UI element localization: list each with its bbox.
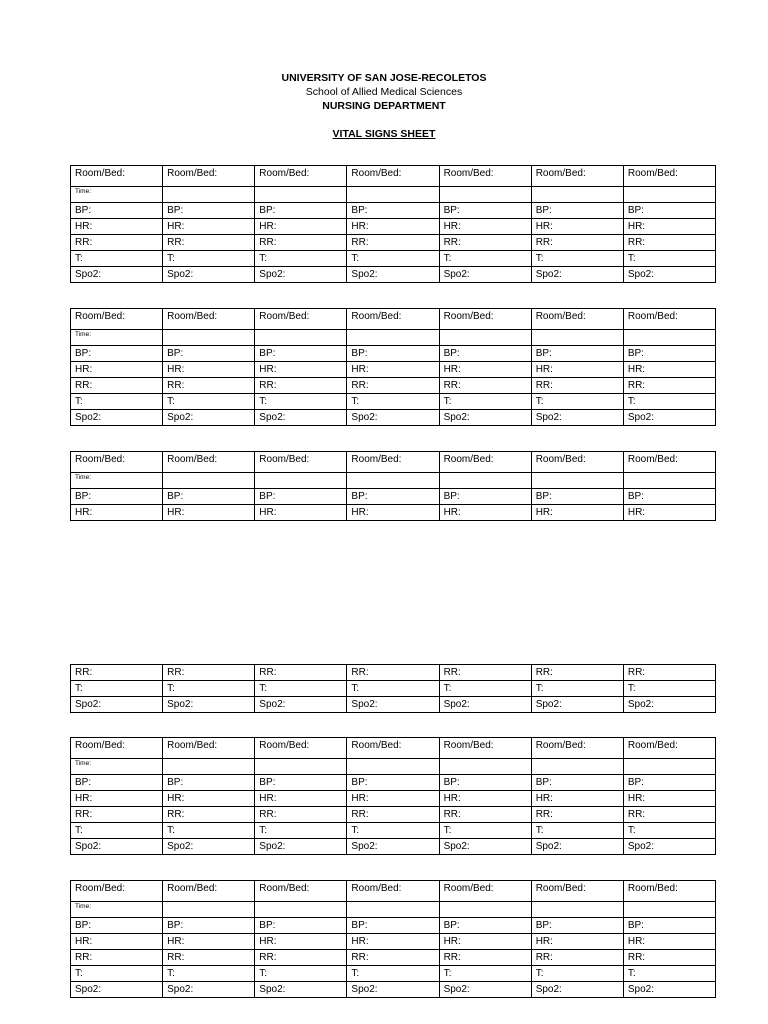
row-spo2	[71, 267, 716, 283]
row-t	[71, 823, 716, 839]
cell-hr: HR:	[71, 934, 163, 950]
cell-rr: RR:	[163, 378, 255, 394]
row-bp	[71, 489, 716, 505]
cell-spo2: Spo2:	[531, 982, 623, 998]
cell-time: Time:	[71, 473, 163, 489]
cell-rr: RR:	[163, 665, 255, 681]
cell-spo2: Spo2:	[347, 267, 439, 283]
cell-spo2: Spo2:	[439, 982, 531, 998]
row-t	[71, 394, 716, 410]
cell-time	[623, 473, 715, 489]
cell-spo2: Spo2:	[347, 697, 439, 713]
cell-t: T:	[623, 823, 715, 839]
school-name: School of Allied Medical Sciences	[305, 86, 463, 98]
cell-bp: BP:	[163, 775, 255, 791]
row-hr	[71, 505, 716, 521]
cell-bp: BP:	[347, 346, 439, 362]
cell-t: T:	[439, 966, 531, 982]
cell-room-bed: Room/Bed:	[439, 452, 531, 473]
cell-rr: RR:	[531, 665, 623, 681]
cell-t: T:	[531, 681, 623, 697]
cell-time	[255, 473, 347, 489]
cell-hr: HR:	[347, 505, 439, 521]
cell-rr: RR:	[71, 950, 163, 966]
cell-rr: RR:	[347, 235, 439, 251]
cell-t: T:	[439, 681, 531, 697]
cell-t: T:	[439, 823, 531, 839]
department-name: NURSING DEPARTMENT	[322, 100, 446, 112]
cell-time	[163, 902, 255, 918]
cell-t: T:	[531, 251, 623, 267]
cell-time	[531, 187, 623, 203]
vital-signs-table	[70, 664, 716, 713]
row-hr	[71, 219, 716, 235]
cell-t: T:	[255, 681, 347, 697]
cell-spo2: Spo2:	[531, 839, 623, 855]
cell-hr: HR:	[439, 362, 531, 378]
cell-t: T:	[439, 394, 531, 410]
cell-room-bed: Room/Bed:	[439, 881, 531, 902]
cell-bp: BP:	[347, 918, 439, 934]
cell-t: T:	[71, 394, 163, 410]
cell-rr: RR:	[163, 950, 255, 966]
cell-rr: RR:	[439, 807, 531, 823]
cell-time	[163, 187, 255, 203]
cell-t: T:	[623, 394, 715, 410]
cell-room-bed: Room/Bed:	[623, 309, 715, 330]
cell-time	[623, 902, 715, 918]
cell-room-bed: Room/Bed:	[623, 738, 715, 759]
cell-room-bed: Room/Bed:	[439, 738, 531, 759]
cell-bp: BP:	[531, 203, 623, 219]
cell-spo2: Spo2:	[531, 410, 623, 426]
cell-t: T:	[71, 681, 163, 697]
cell-rr: RR:	[623, 665, 715, 681]
cell-t: T:	[531, 823, 623, 839]
row-rr	[71, 665, 716, 681]
cell-time	[347, 473, 439, 489]
cell-rr: RR:	[255, 378, 347, 394]
vital-signs-table	[70, 737, 716, 855]
cell-bp: BP:	[255, 489, 347, 505]
cell-t: T:	[71, 251, 163, 267]
cell-spo2: Spo2:	[347, 410, 439, 426]
cell-spo2: Spo2:	[439, 697, 531, 713]
cell-hr: HR:	[531, 934, 623, 950]
cell-time: Time:	[71, 759, 163, 775]
cell-time	[347, 759, 439, 775]
row-rr	[71, 807, 716, 823]
cell-hr: HR:	[255, 362, 347, 378]
cell-room-bed: Room/Bed:	[71, 881, 163, 902]
cell-time	[255, 330, 347, 346]
cell-rr: RR:	[623, 950, 715, 966]
cell-time	[531, 902, 623, 918]
cell-t: T:	[347, 251, 439, 267]
cell-spo2: Spo2:	[163, 697, 255, 713]
cell-bp: BP:	[531, 346, 623, 362]
row-t	[71, 251, 716, 267]
cell-bp: BP:	[623, 203, 715, 219]
cell-hr: HR:	[623, 505, 715, 521]
cell-rr: RR:	[623, 807, 715, 823]
cell-time	[347, 187, 439, 203]
row-room-bed	[71, 166, 716, 187]
cell-t: T:	[255, 251, 347, 267]
cell-time	[347, 902, 439, 918]
cell-hr: HR:	[439, 934, 531, 950]
cell-t: T:	[623, 681, 715, 697]
cell-hr: HR:	[255, 934, 347, 950]
cell-spo2: Spo2:	[255, 839, 347, 855]
cell-hr: HR:	[163, 362, 255, 378]
cell-bp: BP:	[71, 346, 163, 362]
cell-t: T:	[531, 966, 623, 982]
cell-rr: RR:	[71, 807, 163, 823]
cell-bp: BP:	[347, 203, 439, 219]
cell-room-bed: Room/Bed:	[71, 166, 163, 187]
cell-hr: HR:	[71, 505, 163, 521]
cell-bp: BP:	[623, 489, 715, 505]
cell-spo2: Spo2:	[255, 697, 347, 713]
cell-hr: HR:	[623, 934, 715, 950]
cell-time	[163, 330, 255, 346]
cell-bp: BP:	[439, 918, 531, 934]
cell-rr: RR:	[531, 950, 623, 966]
cell-t: T:	[623, 251, 715, 267]
cell-spo2: Spo2:	[71, 267, 163, 283]
cell-time	[163, 759, 255, 775]
cell-hr: HR:	[163, 791, 255, 807]
cell-hr: HR:	[71, 791, 163, 807]
cell-time	[255, 902, 347, 918]
cell-spo2: Spo2:	[439, 267, 531, 283]
document-header	[0, 71, 768, 141]
cell-room-bed: Room/Bed:	[347, 309, 439, 330]
cell-bp: BP:	[347, 489, 439, 505]
cell-rr: RR:	[623, 378, 715, 394]
cell-spo2: Spo2:	[71, 839, 163, 855]
cell-t: T:	[347, 394, 439, 410]
cell-bp: BP:	[255, 918, 347, 934]
cell-time	[439, 187, 531, 203]
cell-bp: BP:	[531, 775, 623, 791]
row-bp	[71, 775, 716, 791]
cell-time	[255, 187, 347, 203]
cell-hr: HR:	[531, 219, 623, 235]
cell-bp: BP:	[531, 489, 623, 505]
cell-rr: RR:	[255, 235, 347, 251]
row-time	[71, 330, 716, 346]
cell-hr: HR:	[347, 791, 439, 807]
cell-bp: BP:	[163, 203, 255, 219]
cell-time: Time:	[71, 187, 163, 203]
cell-room-bed: Room/Bed:	[255, 452, 347, 473]
cell-hr: HR:	[439, 791, 531, 807]
cell-t: T:	[163, 823, 255, 839]
cell-rr: RR:	[347, 950, 439, 966]
cell-time	[439, 473, 531, 489]
cell-spo2: Spo2:	[71, 410, 163, 426]
cell-hr: HR:	[347, 362, 439, 378]
row-hr	[71, 934, 716, 950]
row-bp	[71, 346, 716, 362]
cell-t: T:	[623, 966, 715, 982]
cell-rr: RR:	[347, 807, 439, 823]
cell-room-bed: Room/Bed:	[623, 166, 715, 187]
cell-spo2: Spo2:	[439, 839, 531, 855]
cell-spo2: Spo2:	[71, 982, 163, 998]
cell-rr: RR:	[71, 235, 163, 251]
cell-spo2: Spo2:	[347, 982, 439, 998]
cell-bp: BP:	[71, 489, 163, 505]
vital-signs-table	[70, 165, 716, 283]
cell-time	[439, 330, 531, 346]
cell-t: T:	[71, 966, 163, 982]
cell-spo2: Spo2:	[163, 982, 255, 998]
row-t	[71, 681, 716, 697]
cell-t: T:	[255, 966, 347, 982]
cell-room-bed: Room/Bed:	[255, 166, 347, 187]
cell-room-bed: Room/Bed:	[531, 881, 623, 902]
cell-hr: HR:	[439, 219, 531, 235]
row-rr	[71, 235, 716, 251]
cell-hr: HR:	[623, 791, 715, 807]
cell-bp: BP:	[71, 203, 163, 219]
cell-rr: RR:	[439, 378, 531, 394]
cell-hr: HR:	[623, 362, 715, 378]
cell-rr: RR:	[439, 665, 531, 681]
cell-time	[347, 330, 439, 346]
cell-room-bed: Room/Bed:	[347, 452, 439, 473]
cell-room-bed: Room/Bed:	[531, 309, 623, 330]
cell-time	[623, 187, 715, 203]
cell-bp: BP:	[623, 346, 715, 362]
cell-rr: RR:	[531, 378, 623, 394]
cell-rr: RR:	[255, 807, 347, 823]
cell-bp: BP:	[439, 775, 531, 791]
cell-rr: RR:	[347, 665, 439, 681]
cell-spo2: Spo2:	[623, 697, 715, 713]
cell-room-bed: Room/Bed:	[255, 881, 347, 902]
cell-rr: RR:	[531, 807, 623, 823]
cell-hr: HR:	[163, 505, 255, 521]
cell-room-bed: Room/Bed:	[163, 881, 255, 902]
cell-t: T:	[255, 823, 347, 839]
cell-rr: RR:	[71, 378, 163, 394]
cell-rr: RR:	[255, 665, 347, 681]
cell-spo2: Spo2:	[623, 982, 715, 998]
cell-t: T:	[439, 251, 531, 267]
cell-room-bed: Room/Bed:	[347, 738, 439, 759]
cell-room-bed: Room/Bed:	[623, 452, 715, 473]
cell-hr: HR:	[71, 219, 163, 235]
row-rr	[71, 950, 716, 966]
cell-rr: RR:	[439, 950, 531, 966]
cell-room-bed: Room/Bed:	[71, 452, 163, 473]
cell-hr: HR:	[531, 505, 623, 521]
cell-t: T:	[347, 681, 439, 697]
cell-bp: BP:	[623, 918, 715, 934]
cell-hr: HR:	[163, 219, 255, 235]
vital-signs-table	[70, 308, 716, 426]
cell-time: Time:	[71, 902, 163, 918]
cell-hr: HR:	[439, 505, 531, 521]
cell-bp: BP:	[347, 775, 439, 791]
cell-rr: RR:	[439, 235, 531, 251]
cell-hr: HR:	[347, 219, 439, 235]
cell-spo2: Spo2:	[255, 267, 347, 283]
cell-t: T:	[531, 394, 623, 410]
cell-hr: HR:	[531, 362, 623, 378]
cell-time	[163, 473, 255, 489]
cell-hr: HR:	[255, 219, 347, 235]
cell-time	[531, 759, 623, 775]
cell-room-bed: Room/Bed:	[531, 738, 623, 759]
cell-spo2: Spo2:	[623, 410, 715, 426]
cell-spo2: Spo2:	[255, 410, 347, 426]
cell-time	[255, 759, 347, 775]
cell-t: T:	[71, 823, 163, 839]
row-hr	[71, 791, 716, 807]
cell-room-bed: Room/Bed:	[163, 452, 255, 473]
cell-rr: RR:	[71, 665, 163, 681]
cell-room-bed: Room/Bed:	[623, 881, 715, 902]
cell-time	[439, 759, 531, 775]
row-spo2	[71, 697, 716, 713]
cell-time	[623, 759, 715, 775]
cell-t: T:	[163, 394, 255, 410]
vital-signs-table	[70, 880, 716, 998]
row-spo2	[71, 982, 716, 998]
cell-spo2: Spo2:	[623, 267, 715, 283]
cell-t: T:	[163, 966, 255, 982]
cell-bp: BP:	[71, 775, 163, 791]
cell-room-bed: Room/Bed:	[71, 738, 163, 759]
row-time	[71, 759, 716, 775]
row-t	[71, 966, 716, 982]
cell-t: T:	[347, 823, 439, 839]
cell-spo2: Spo2:	[163, 839, 255, 855]
row-hr	[71, 362, 716, 378]
cell-room-bed: Room/Bed:	[531, 166, 623, 187]
cell-bp: BP:	[439, 489, 531, 505]
cell-room-bed: Room/Bed:	[255, 738, 347, 759]
cell-spo2: Spo2:	[163, 410, 255, 426]
row-rr	[71, 378, 716, 394]
row-spo2	[71, 410, 716, 426]
cell-rr: RR:	[531, 235, 623, 251]
cell-rr: RR:	[623, 235, 715, 251]
row-spo2	[71, 839, 716, 855]
cell-hr: HR:	[255, 505, 347, 521]
sheet-title: VITAL SIGNS SHEET	[332, 128, 436, 140]
cell-time	[439, 902, 531, 918]
cell-bp: BP:	[163, 489, 255, 505]
cell-room-bed: Room/Bed:	[531, 452, 623, 473]
cell-bp: BP:	[531, 918, 623, 934]
cell-t: T:	[347, 966, 439, 982]
cell-time	[531, 473, 623, 489]
row-room-bed	[71, 309, 716, 330]
cell-time	[531, 330, 623, 346]
cell-spo2: Spo2:	[347, 839, 439, 855]
cell-bp: BP:	[439, 346, 531, 362]
cell-bp: BP:	[255, 346, 347, 362]
cell-room-bed: Room/Bed:	[255, 309, 347, 330]
cell-bp: BP:	[623, 775, 715, 791]
row-room-bed	[71, 738, 716, 759]
cell-bp: BP:	[71, 918, 163, 934]
cell-room-bed: Room/Bed:	[163, 309, 255, 330]
cell-bp: BP:	[255, 775, 347, 791]
cell-room-bed: Room/Bed:	[347, 166, 439, 187]
cell-bp: BP:	[255, 203, 347, 219]
row-time	[71, 473, 716, 489]
cell-rr: RR:	[347, 378, 439, 394]
cell-hr: HR:	[255, 791, 347, 807]
cell-hr: HR:	[347, 934, 439, 950]
cell-bp: BP:	[439, 203, 531, 219]
cell-bp: BP:	[163, 918, 255, 934]
cell-spo2: Spo2:	[623, 839, 715, 855]
cell-spo2: Spo2:	[255, 982, 347, 998]
cell-time	[623, 330, 715, 346]
row-time	[71, 902, 716, 918]
cell-room-bed: Room/Bed:	[439, 309, 531, 330]
cell-spo2: Spo2:	[531, 267, 623, 283]
university-name: UNIVERSITY OF SAN JOSE-RECOLETOS	[281, 72, 487, 84]
cell-room-bed: Room/Bed:	[163, 738, 255, 759]
cell-t: T:	[255, 394, 347, 410]
cell-spo2: Spo2:	[71, 697, 163, 713]
cell-bp: BP:	[163, 346, 255, 362]
cell-rr: RR:	[163, 235, 255, 251]
cell-spo2: Spo2:	[439, 410, 531, 426]
cell-t: T:	[163, 681, 255, 697]
row-time	[71, 187, 716, 203]
row-bp	[71, 203, 716, 219]
row-bp	[71, 918, 716, 934]
vital-signs-table	[70, 451, 716, 521]
cell-time: Time:	[71, 330, 163, 346]
cell-hr: HR:	[623, 219, 715, 235]
cell-rr: RR:	[255, 950, 347, 966]
cell-spo2: Spo2:	[163, 267, 255, 283]
cell-spo2: Spo2:	[531, 697, 623, 713]
cell-hr: HR:	[163, 934, 255, 950]
cell-rr: RR:	[163, 807, 255, 823]
cell-hr: HR:	[71, 362, 163, 378]
row-room-bed	[71, 452, 716, 473]
cell-hr: HR:	[531, 791, 623, 807]
cell-t: T:	[163, 251, 255, 267]
cell-room-bed: Room/Bed:	[163, 166, 255, 187]
cell-room-bed: Room/Bed:	[347, 881, 439, 902]
cell-room-bed: Room/Bed:	[71, 309, 163, 330]
row-room-bed	[71, 881, 716, 902]
cell-room-bed: Room/Bed:	[439, 166, 531, 187]
